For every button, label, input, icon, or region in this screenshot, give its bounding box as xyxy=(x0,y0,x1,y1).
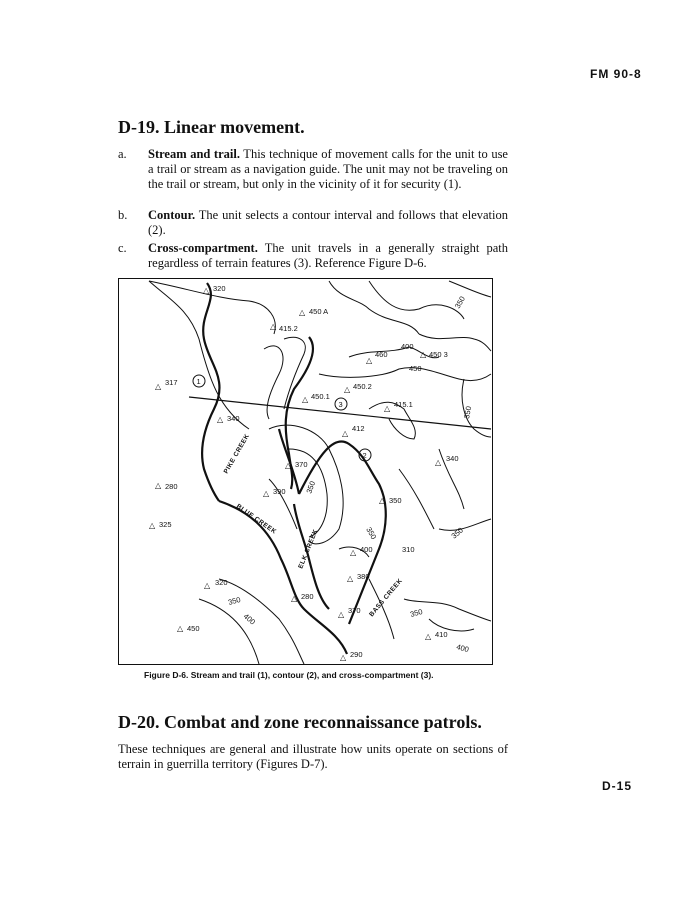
elevation-label: 290 xyxy=(350,650,363,659)
creek-label: ELK CREEK xyxy=(297,528,320,570)
paragraph-heading: Stream and trail. xyxy=(148,147,240,161)
svg-text:△: △ xyxy=(204,581,211,590)
svg-text:△: △ xyxy=(203,286,210,295)
elevation-label: 370 xyxy=(348,606,361,615)
elevation-label: 410 xyxy=(435,630,448,639)
creek-label: PIKE CREEK xyxy=(222,432,252,475)
contour-line xyxy=(149,281,249,429)
svg-text:△: △ xyxy=(338,610,345,619)
svg-text:△: △ xyxy=(342,429,349,438)
elevation-label: 350 xyxy=(389,496,402,505)
terrain-map xyxy=(118,278,493,665)
stream-line xyxy=(219,501,347,654)
svg-text:△: △ xyxy=(425,632,432,641)
svg-text:△: △ xyxy=(340,653,347,662)
contour-line xyxy=(319,368,491,381)
paragraph-a xyxy=(118,147,508,192)
paragraph-letter: b. xyxy=(118,208,128,222)
elevation-label: 380 xyxy=(357,572,370,581)
running-head: FM 90-8 xyxy=(590,67,642,81)
svg-text:△: △ xyxy=(217,415,224,424)
page-number: D-15 xyxy=(602,779,633,793)
elevation-label: 280 xyxy=(165,482,178,491)
paragraph-letter: a. xyxy=(118,147,127,161)
elevation-label: 450 3 xyxy=(429,350,448,359)
elevation-label: 317 xyxy=(165,378,178,387)
elevation-label: 350 xyxy=(304,479,318,495)
svg-text:△: △ xyxy=(177,624,184,633)
elevation-label: 340 xyxy=(227,414,240,423)
section-title: D-19. Linear movement. xyxy=(118,117,305,137)
elevation-label: 460 xyxy=(375,350,388,359)
contour-line xyxy=(264,346,283,419)
creek-label: BLUE CREEK xyxy=(234,502,278,536)
svg-text:△: △ xyxy=(302,395,309,404)
svg-text:△: △ xyxy=(420,350,427,359)
elevation-label: 400 xyxy=(241,611,258,627)
terrain-map-drawing xyxy=(119,279,492,664)
elevation-label: 350 xyxy=(364,525,379,541)
elevation-label: 280 xyxy=(301,592,314,601)
elevation-label: 350 xyxy=(452,294,467,310)
paragraph-text: The unit travels in a generally straight path regardless of terrain features (3). Reference Figure D-6. xyxy=(148,241,508,270)
elevation-label: 350 xyxy=(409,606,424,619)
contour-line xyxy=(219,579,304,664)
elevation-label: 325 xyxy=(159,520,172,529)
elevation-label: 415.2 xyxy=(279,324,298,333)
svg-text:△: △ xyxy=(263,489,270,498)
svg-text:△: △ xyxy=(347,574,354,583)
svg-text:△: △ xyxy=(155,382,162,391)
elevation-label: 310 xyxy=(402,545,415,554)
contour-line xyxy=(449,281,491,297)
elevation-label: 450 xyxy=(409,364,422,373)
contour-line xyxy=(399,469,434,529)
paragraph-b xyxy=(118,208,508,238)
svg-text:△: △ xyxy=(435,458,442,467)
section-body: These techniques are general and illustrate how units operate on sections of terrain in guerrilla territory (Figures D-7). xyxy=(118,742,508,771)
route-marker-label: 3 xyxy=(338,400,343,409)
svg-text:△: △ xyxy=(379,496,386,505)
elevation-label: 450.1 xyxy=(311,392,330,401)
elevation-label: 350 xyxy=(449,525,465,541)
paragraph-c xyxy=(118,241,508,271)
contour-line xyxy=(369,281,464,319)
contour-line xyxy=(199,599,259,664)
svg-text:△: △ xyxy=(149,521,156,530)
elevation-label: 412 xyxy=(352,424,365,433)
elevation-label: 450.2 xyxy=(353,382,372,391)
elevation-label: 350 xyxy=(462,405,474,420)
svg-text:△: △ xyxy=(366,356,373,365)
elevation-label: 350 xyxy=(227,594,242,607)
figure-caption: Figure D-6. Stream and trail (1), contour (2), and cross-compartment (3). xyxy=(144,670,434,680)
paragraph-text: This technique of movement calls for the unit to use a trail or stream as a navigation guide. The unit may not be traveling on the trail or stream, but only in the vicinity of it for security (1). xyxy=(148,147,508,191)
route-marker-label: 2 xyxy=(362,451,367,460)
elevation-label: 400 xyxy=(455,642,470,655)
paragraph-heading: Cross-compartment. xyxy=(148,241,258,255)
svg-text:△: △ xyxy=(270,322,277,331)
elevation-label: 400 xyxy=(360,545,373,554)
elevation-label: 320 xyxy=(213,284,226,293)
route-marker-label: 1 xyxy=(196,377,201,386)
elevation-label: 340 xyxy=(446,454,459,463)
elevation-label: 320 xyxy=(215,578,228,587)
paragraph-heading: Contour. xyxy=(148,208,196,222)
svg-text:△: △ xyxy=(344,385,351,394)
contour-line xyxy=(439,519,491,530)
contour-line xyxy=(419,334,491,351)
elevation-label: 415.1 xyxy=(394,400,413,409)
svg-text:△: △ xyxy=(350,548,357,557)
svg-text:△: △ xyxy=(155,481,162,490)
svg-text:△: △ xyxy=(285,461,292,470)
elevation-label: 370 xyxy=(295,460,308,469)
paragraph-letter: c. xyxy=(118,241,127,255)
paragraph-text: The unit selects a contour interval and follows that elevation (2). xyxy=(148,208,508,237)
svg-text:△: △ xyxy=(291,594,298,603)
elevation-label: 390 xyxy=(273,487,286,496)
creek-label: BASS CREEK xyxy=(368,577,405,619)
svg-text:△: △ xyxy=(299,308,306,317)
svg-text:△: △ xyxy=(384,404,391,413)
elevation-label: 400 xyxy=(401,342,414,351)
section-title: D-20. Combat and zone reconnaissance patrols. xyxy=(118,712,482,732)
elevation-label: 450 xyxy=(187,624,200,633)
elevation-label: 450 A xyxy=(309,307,329,316)
